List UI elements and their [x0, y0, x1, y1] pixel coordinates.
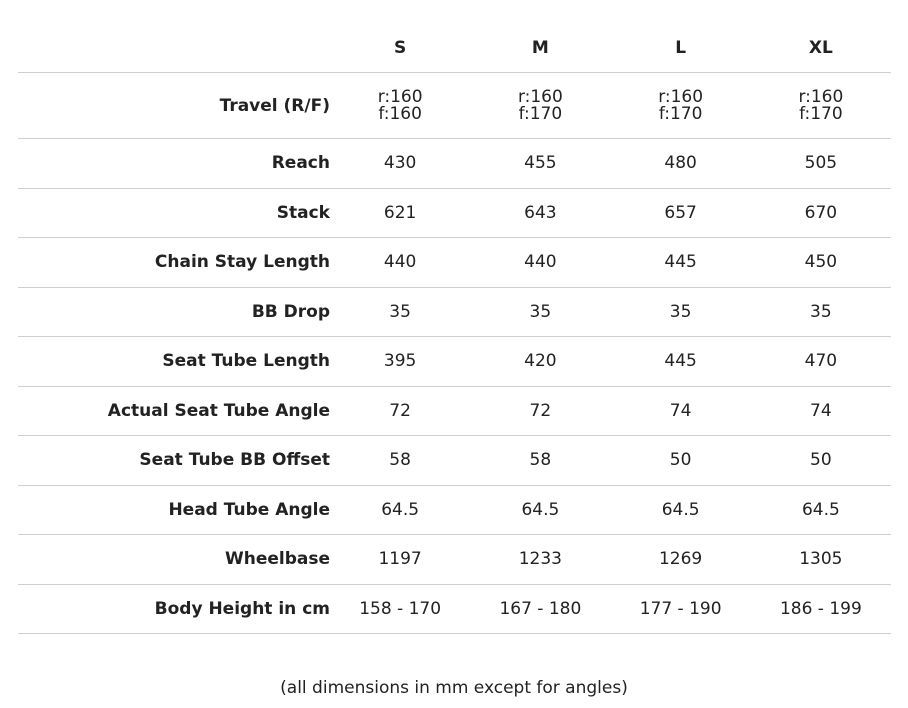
- table-cell: 167 - 180: [470, 584, 610, 634]
- table-cell: 35: [611, 287, 751, 337]
- table-cell: 64.5: [611, 485, 751, 535]
- table-cell: 64.5: [330, 485, 470, 535]
- table-cell: 505: [751, 139, 891, 189]
- table-cell: 445: [611, 337, 751, 387]
- table-cell: 177 - 190: [611, 584, 751, 634]
- table-cell: 430: [330, 139, 470, 189]
- table-row: [18, 238, 891, 288]
- table-cell: 64.5: [751, 485, 891, 535]
- size-header-m: M: [470, 24, 610, 73]
- table-cell: 74: [611, 386, 751, 436]
- table-cell: [470, 73, 610, 139]
- row-label: Travel (R/F): [18, 73, 330, 139]
- table-row: [18, 584, 891, 634]
- table-cell: 72: [470, 386, 610, 436]
- table-row: [18, 386, 891, 436]
- table-cell: [330, 73, 470, 139]
- table-cell: 440: [470, 238, 610, 288]
- table-cell: 643: [470, 188, 610, 238]
- table-cell: 395: [330, 337, 470, 387]
- size-header-l: L: [611, 24, 751, 73]
- row-label: Reach: [18, 139, 330, 189]
- cell-line: r:160: [377, 86, 423, 107]
- table-cell: 50: [751, 436, 891, 486]
- row-label: Head Tube Angle: [18, 485, 330, 535]
- table-body: [18, 73, 891, 634]
- cell-line: f:170: [799, 103, 843, 124]
- table-cell: 35: [330, 287, 470, 337]
- table-row: [18, 73, 891, 139]
- size-header-s: S: [330, 24, 470, 73]
- table-cell: 35: [751, 287, 891, 337]
- header-label-cell: [18, 24, 330, 73]
- row-label: Actual Seat Tube Angle: [18, 386, 330, 436]
- cell-line: f:160: [378, 103, 422, 124]
- header-row: [18, 24, 891, 73]
- cell-line: f:170: [518, 103, 563, 124]
- table-cell: 455: [470, 139, 610, 189]
- table-row: [18, 287, 891, 337]
- table-header: [18, 24, 891, 73]
- table-cell: 440: [330, 238, 470, 288]
- table-cell: 50: [611, 436, 751, 486]
- table-cell: [751, 73, 891, 139]
- table-cell: 480: [611, 139, 751, 189]
- row-label: Seat Tube BB Offset: [18, 436, 330, 486]
- table-cell: 657: [611, 188, 751, 238]
- row-label: Wheelbase: [18, 535, 330, 585]
- table-row: [18, 188, 891, 238]
- table-cell: [611, 73, 751, 139]
- table-cell: 64.5: [470, 485, 610, 535]
- table-cell: 470: [751, 337, 891, 387]
- table-cell: 420: [470, 337, 610, 387]
- geometry-table: [18, 24, 891, 634]
- table-cell: 35: [470, 287, 610, 337]
- table-cell: 670: [751, 188, 891, 238]
- table-cell: 74: [751, 386, 891, 436]
- table-cell: 1305: [751, 535, 891, 585]
- table-cell: 58: [470, 436, 610, 486]
- row-label: BB Drop: [18, 287, 330, 337]
- table-cell: 445: [611, 238, 751, 288]
- table-row: [18, 139, 891, 189]
- table-cell: 450: [751, 238, 891, 288]
- row-label: Stack: [18, 188, 330, 238]
- table-cell: 1269: [611, 535, 751, 585]
- table-cell: 186 - 199: [751, 584, 891, 634]
- table-cell: 1233: [470, 535, 610, 585]
- cell-line: r:160: [517, 86, 563, 107]
- cell-line: r:160: [798, 86, 844, 107]
- table-row: [18, 337, 891, 387]
- table-cell: 72: [330, 386, 470, 436]
- row-label: Seat Tube Length: [18, 337, 330, 387]
- table-row: [18, 535, 891, 585]
- table-cell: 1197: [330, 535, 470, 585]
- cell-line: f:170: [658, 103, 703, 124]
- footnote: (all dimensions in mm except for angles): [280, 678, 628, 698]
- row-label: Chain Stay Length: [18, 238, 330, 288]
- table-row: [18, 436, 891, 486]
- table-cell: 158 - 170: [330, 584, 470, 634]
- row-label: Body Height in cm: [18, 584, 330, 634]
- table-cell: 621: [330, 188, 470, 238]
- table-row: [18, 485, 891, 535]
- cell-line: r:160: [658, 86, 704, 107]
- size-header-xl: XL: [751, 24, 891, 73]
- table-cell: 58: [330, 436, 470, 486]
